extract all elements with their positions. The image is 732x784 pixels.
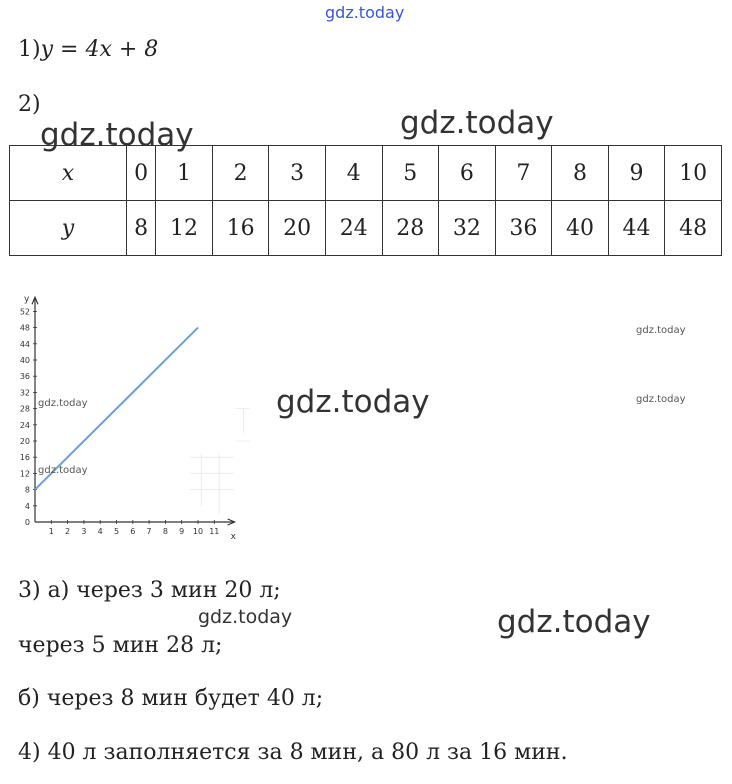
part3-a-line1: 3) а) через 3 мин 20 л; [18, 578, 281, 603]
y-tick-label: 4 [24, 501, 30, 511]
chart-ticks [20, 307, 220, 536]
part3-a-line2: через 5 мин 28 л; [18, 633, 223, 658]
x-tick-label: 10 [192, 527, 204, 536]
x-tick-label: 7 [146, 527, 152, 536]
table-cell: 16 [212, 201, 269, 256]
table-cell: 0 [127, 146, 156, 201]
table-cell: 5 [382, 146, 439, 201]
y-tick-label: 48 [19, 323, 30, 333]
table-cell: 28 [382, 201, 439, 256]
x-tick-label: 3 [81, 527, 87, 536]
table-cell: 3 [269, 146, 326, 201]
table-row-x [10, 146, 722, 201]
y-tick-label: 52 [19, 307, 30, 317]
watermark-table-center: gdz.today [400, 105, 554, 141]
table-cell: 32 [439, 201, 496, 256]
watermark-table-left: gdz.today [40, 117, 194, 153]
part1-number: 1) [18, 37, 41, 62]
part2-number: 2) [18, 92, 41, 117]
watermark-chart-center: gdz.today [276, 384, 430, 420]
table-cell: 24 [325, 201, 382, 256]
watermark-answer-small: gdz.today [198, 606, 293, 628]
table-cell: 2 [212, 146, 269, 201]
y-tick-label: 32 [19, 388, 30, 398]
part4-line: 4) 40 л заполняется за 8 мин, а 80 л за 16 мин. [18, 740, 568, 765]
table-cell: 48 [665, 201, 722, 256]
y-tick-label: 12 [19, 469, 30, 479]
table-cell: 8 [127, 201, 156, 256]
table-cell: 6 [439, 146, 496, 201]
x-tick-label: 8 [162, 527, 168, 536]
x-tick-label: 6 [130, 527, 136, 536]
table-cell: 12 [156, 201, 213, 256]
x-tick-label: 5 [113, 527, 120, 536]
table-y-label: y [10, 201, 127, 256]
watermark-answer-large: gdz.today [497, 604, 651, 640]
table-x-label: x [10, 146, 127, 201]
y-tick-label: 8 [24, 485, 30, 495]
part3-b-line: б) через 8 мин будет 40 л; [18, 686, 324, 711]
chart-axes [24, 294, 237, 542]
part1-formula: y = 4x + 8 [40, 37, 159, 62]
watermark-top: gdz.today [325, 3, 405, 22]
x-axis-label: x [230, 532, 236, 542]
table-cell: 9 [608, 146, 665, 201]
y-tick-label: 20 [19, 437, 30, 446]
y-tick-label: 28 [19, 404, 30, 414]
x-tick-label: 1 [48, 527, 54, 536]
table-cell: 40 [552, 201, 609, 256]
y-tick-label: 44 [19, 339, 30, 349]
x-tick-label: 2 [65, 527, 71, 536]
table-cell: 20 [269, 201, 326, 256]
chart-faint-grid [190, 409, 250, 514]
y-tick-label: 40 [19, 356, 30, 365]
watermark-chart-left-upper: gdz.today [38, 398, 88, 409]
part1-line [18, 37, 158, 62]
table-row-y [10, 201, 722, 256]
y-axis-label: y [24, 294, 30, 305]
x-tick-label: 11 [209, 527, 220, 536]
watermark-chart-right-upper: gdz.today [636, 325, 686, 336]
x-tick-label: 4 [97, 527, 103, 536]
y-tick-label: 16 [19, 453, 30, 463]
table-cell: 7 [495, 146, 552, 201]
watermark-chart-left-lower: gdz.today [38, 465, 88, 476]
table-cell: 44 [608, 201, 665, 256]
y-tick-label: 24 [19, 420, 30, 430]
x-tick-label: 9 [179, 527, 185, 536]
table-cell: 8 [552, 146, 609, 201]
watermark-chart-right-lower: gdz.today [636, 394, 686, 405]
y-tick-label: 36 [19, 372, 30, 382]
y-tick-label: 0 [24, 518, 30, 527]
table-cell: 4 [325, 146, 382, 201]
values-table [9, 145, 722, 256]
table-cell: 10 [665, 146, 722, 201]
table-cell: 1 [156, 146, 213, 201]
table-cell: 36 [495, 201, 552, 256]
